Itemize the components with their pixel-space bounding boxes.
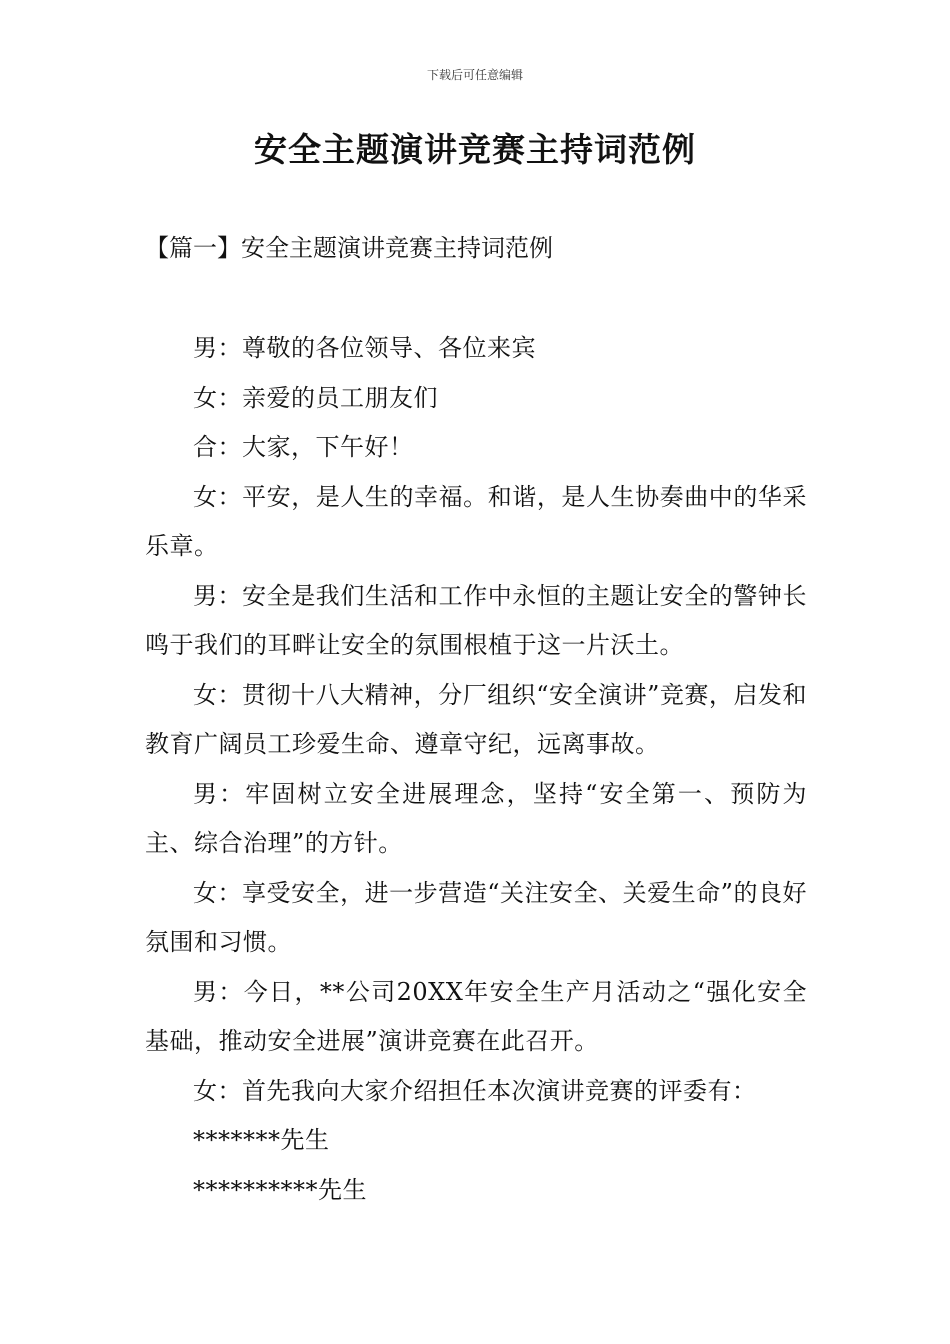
paragraph: 女：亲爱的员工朋友们 xyxy=(193,383,438,412)
paragraph: 男：安全是我们生活和工作中永恒的主题让安全的警钟长鸣于我们的耳畔让安全的氛围根植于这一片沃土。 xyxy=(145,581,807,659)
header-note: 下载后可任意编辑 xyxy=(426,68,523,82)
paragraph: 女：贯彻十八大精神，分厂组织“安全演讲”竞赛，启发和教育广阔员工珍爱生命、遵章守纪，远离事故。 xyxy=(145,680,807,758)
paragraph: 合：大家，下午好！ xyxy=(193,433,414,461)
paragraph: **********先生 xyxy=(193,1175,367,1204)
paragraph: 女：享受安全，进一步营造“关注安全、关爱生命”的良好氛围和习惯。 xyxy=(145,878,807,956)
paragraph: *******先生 xyxy=(193,1126,330,1154)
document-title: 安全主题演讲竞赛主持词范例 xyxy=(254,130,696,169)
section-heading: 【篇一】安全主题演讲竞赛主持词范例 xyxy=(145,234,553,262)
paragraph: 男：牢固树立安全进展理念，坚持“安全第一、预防为主、综合治理”的方针。 xyxy=(145,779,807,857)
document-body xyxy=(145,324,807,1215)
paragraph: 女：平安，是人生的幸福。和谐，是人生协奏曲中的华采乐章。 xyxy=(145,482,807,560)
paragraph: 女：首先我向大家介绍担任本次演讲竞赛的评委有： xyxy=(193,1076,757,1105)
paragraph: 男：今日，**公司20XX年安全生产月活动之“强化安全基础，推动安全进展”演讲竞赛在此召开。 xyxy=(145,977,807,1055)
paragraph: 男：尊敬的各位领导、各位来宾 xyxy=(193,334,536,362)
